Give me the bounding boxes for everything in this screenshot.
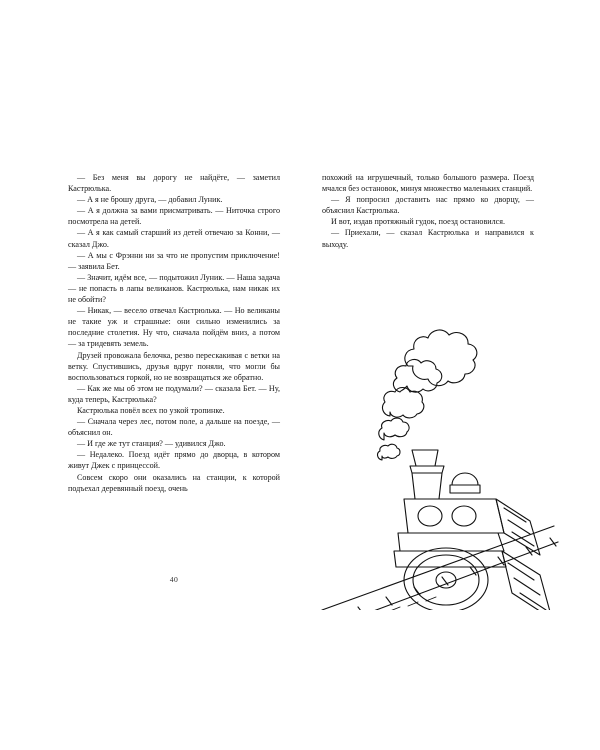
- smokestack: [410, 450, 444, 499]
- boiler-face-plate: [404, 548, 488, 610]
- paragraph: похожий на игрушечный, только большого размера. Поезд мчался без остановок, минуя множество маленьких станций.: [322, 173, 534, 194]
- paragraph: — Никак, — весело отвечал Кастрюлька. — Но великаны не такие уж и страшные: они сильно изменились за последние столетия. Ну что, сначала пойдём вниз, а потом — за тридевять земель.: [68, 306, 280, 349]
- paragraph: И вот, издав протяжный гудок, поезд остановился.: [331, 217, 506, 227]
- paragraph: — Я попросил доставить нас прямо ко дворцу, — объяснил Кастрюлька.: [322, 195, 534, 216]
- paragraph: Кастрюлька повёл всех по узкой тропинке.: [77, 405, 225, 415]
- cab-window-left: [418, 506, 442, 526]
- paragraph: — Сначала через лес, потом поле, а дальше на поезде, — объяснил он.: [68, 417, 280, 438]
- paragraph: — Недалеко. Поезд идёт прямо до дворца, в котором живут Джек с принцессой.: [68, 450, 280, 471]
- boiler-front: [394, 533, 506, 610]
- paragraph: — А я не брошу друга, — добавил Луник.: [77, 195, 223, 205]
- paragraph: Друзей провожала белочка, резво перескакивая с ветки на ветку. Спустившись, друзья вдруг поняли, что могли бы воспользоваться горкой, но не возвращаться же обратно.: [68, 350, 280, 382]
- text-column-left: [68, 172, 280, 494]
- paragraph: — А я как самый старший из детей отвечаю за Конни, — сказал Джо.: [68, 228, 280, 249]
- paragraph: Совсем скоро они оказались на станции, к которой подъехал деревянный поезд, очень: [68, 472, 280, 493]
- paragraph: — Без меня вы дорогу не найдёте, — заметил Кастрюлька.: [68, 173, 280, 194]
- paragraph: — И где же тут станция? — удивился Джо.: [77, 439, 226, 449]
- cab-window-right: [452, 506, 476, 526]
- train-drawing-svg: [312, 280, 562, 610]
- page-number: 40: [169, 575, 179, 584]
- locomotive-cab: [404, 499, 540, 555]
- paragraph: — А я должна за вами присматривать. — Ниточка строго посмотрела на детей.: [68, 206, 280, 227]
- boiler-dome: [450, 473, 480, 493]
- illustration-steam-train: [312, 280, 562, 610]
- paragraph: — Значит, идём все, — подытожил Луник. — Наша задача — не попасть в лапы великанов. Кастрюлька, нам никак их не обойти?: [68, 272, 280, 305]
- paragraph: — Как же мы об этом не подумали? — сказала Бет. — Ну, куда теперь, Кастрюлька?: [68, 383, 280, 404]
- smoke-cloud-icon: [378, 330, 477, 460]
- headlamp: [436, 572, 456, 588]
- text-column-right: [322, 172, 534, 250]
- paragraph: — Приехали, — сказал Кастрюлька и направился к выходу.: [322, 228, 534, 249]
- paragraph: — А мы с Фрэнни ни за что не пропустим приключение! — заявила Бет.: [68, 250, 280, 271]
